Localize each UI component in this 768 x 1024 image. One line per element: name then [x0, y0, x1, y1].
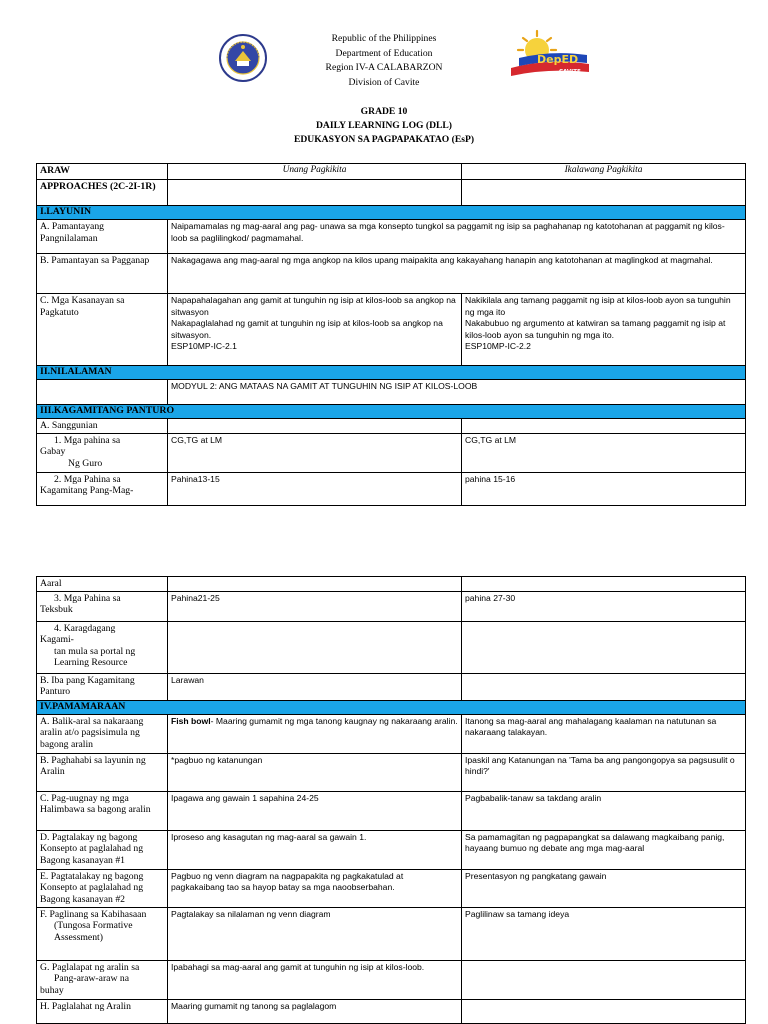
row-value-day1: Pahina13-15 [168, 472, 462, 505]
label-line: Ng Guro [68, 457, 103, 469]
row-value-day1: Pagtalakay sa nilalaman ng venn diagram [168, 907, 462, 960]
table-cell-empty [37, 380, 168, 405]
label-line: 2. Mga Pahina sa [54, 473, 121, 485]
table-row [37, 907, 746, 960]
section-row-pamamaraan [37, 700, 746, 714]
table-row [37, 591, 746, 621]
label-line: 1. Mga pahina sa [54, 434, 121, 446]
label-line: buhay [40, 984, 64, 996]
table-row [37, 673, 746, 700]
row-value-day2: pahina 15-16 [462, 472, 746, 505]
row-value-day2 [462, 960, 746, 999]
row-value-day2: Nakikilala ang tamang paggamit ng isip at kilos-loob ayon sa tunguhin ng mga ito Nakabubuo ng argumento at katwiran sa tamang paggamit ng isip at kilos-loob ayon sa tunguhin ng mga ito. ESP10MP-IC-2.2 [462, 294, 746, 366]
section-heading: IV.PAMAMARAAN [37, 700, 746, 714]
row-value-day2: Itanong sa mag-aaral ang mahalagang kaalaman na natutunan sa nakaraang talakayan. [462, 714, 746, 753]
title-grade: GRADE 10 [360, 106, 408, 117]
row-label: C. Mga Kasanayan sa Pagkatuto [37, 294, 168, 366]
activity-name: Fish bowl [171, 715, 211, 726]
label-line: Gabay [40, 446, 66, 458]
table-row [37, 577, 746, 592]
row-value-day2: Presentasyon ng pangkatang gawain [462, 869, 746, 907]
table-row [37, 220, 746, 254]
table-cell-empty [168, 621, 462, 673]
row-value-day2: Paglilinaw sa tamang ideya [462, 907, 746, 960]
table-cell-empty [168, 419, 462, 434]
section-row-nilalaman [37, 366, 746, 380]
row-value: MODYUL 2: ANG MATAAS NA GAMIT AT TUNGUHIN NG ISIP AT KILOS-LOOB [168, 380, 746, 405]
row-label: A. Sanggunian [37, 419, 168, 434]
row-value-day1: Ipabahagi sa mag-aaral ang gamit at tunguhin ng isip at kilos-loob. [168, 960, 462, 999]
row-value: Nakagagawa ang mag-aaral ng mga angkop na kilos upang maipakita ang kakayahang hanapin ang katotohanan at maglingkod at magmahal. [168, 254, 746, 294]
table-row [37, 621, 746, 673]
table-row [37, 294, 746, 366]
row-label: C. Pag-uugnay ng mga Halimbawa sa bagong aralin [37, 791, 168, 830]
agency-line-region: Region IV-A CALABARZON [325, 62, 443, 74]
table-row [37, 380, 746, 405]
table-row [37, 791, 746, 830]
label-line: Pang-araw-araw na [54, 973, 130, 985]
row-value-day1 [168, 714, 462, 753]
agency-line-division: Division of Cavite [348, 76, 420, 88]
row-value-day2 [462, 999, 746, 1023]
araw-label: ARAW [37, 164, 168, 180]
section-heading: I.LAYUNIN [37, 206, 746, 220]
title-dll: DAILY LEARNING LOG (DLL) [315, 120, 453, 131]
table-row [37, 254, 746, 294]
label-line: Kagamitang Pang-Mag- [40, 485, 134, 497]
row-label [37, 591, 168, 621]
logo-deped-text: DepED [537, 53, 579, 66]
table-row [37, 714, 746, 753]
row-label: D. Pagtalakay ng bagong Konsepto at paglalahad ng Bagong kasanayan #1 [37, 830, 168, 869]
label-line: F. Paglinang sa Kabihasaan [40, 908, 147, 920]
row-label: A. Balik-aral sa nakaraang aralin at/o pagsisimula ng bagong aralin [37, 714, 168, 753]
table-cell-empty [462, 673, 746, 700]
row-value-day2: Sa pamamagitan ng pagpapangkat sa dalawang magkaibang panig, hayaang bumuo ng debate ang mga mag-aaral [462, 830, 746, 869]
col-header-day1: Unang Pagkikita [168, 164, 462, 180]
label-line: Learning Resource [54, 657, 128, 669]
row-value-day1: Iproseso ang kasagutan ng mag-aaral sa gawain 1. [168, 830, 462, 869]
agency-block [284, 32, 484, 90]
label-line: tan mula sa portal ng [54, 645, 136, 657]
table-cell-empty [462, 621, 746, 673]
row-label: B. Pamantayan sa Pagganap [37, 254, 168, 294]
table-row [37, 433, 746, 472]
document-header [0, 0, 768, 160]
document-titles [234, 105, 534, 147]
activity-text: - Maaring gumamit ng mga tanong kaugnay ng nakaraang aralin. [210, 715, 458, 726]
section-heading: II.NILALAMAN [37, 366, 746, 380]
row-label: A. Pamantayang Pangnilalaman [37, 220, 168, 254]
row-label [37, 472, 168, 505]
agency-line-republic: Republic of the Philippines [331, 33, 437, 44]
label-line: 4. Karagdagang [54, 622, 116, 634]
label-line: 3. Mga Pahina sa [54, 592, 121, 604]
row-value-day2: CG,TG at LM [462, 433, 746, 472]
table-row [37, 419, 746, 434]
row-value-day1: Larawan [168, 673, 462, 700]
table-cell-empty [462, 577, 746, 592]
deped-seal-icon [219, 34, 267, 82]
table-cell-empty [168, 180, 462, 206]
table-row [37, 753, 746, 791]
row-value-day1: Maaring gumamit ng tanong sa paglalagom [168, 999, 462, 1023]
table-row [37, 472, 746, 505]
section-heading: III.KAGAMITANG PANTURO [37, 405, 746, 419]
table-cell-empty [462, 180, 746, 206]
table-row [37, 164, 746, 180]
dll-table-page1 [36, 163, 746, 506]
row-label: Aaral [37, 577, 168, 592]
deped-cavite-logo-icon [507, 28, 593, 78]
table-cell-empty [462, 419, 746, 434]
row-label: B. Paghahabi sa layunin ng Aralin [37, 753, 168, 791]
label-line: G. Paglalapat ng aralin sa [40, 961, 140, 973]
row-value-day2: Pagbabalik-tanaw sa takdang aralin [462, 791, 746, 830]
dll-table-page2 [36, 576, 746, 1024]
table-row [37, 999, 746, 1023]
row-label: H. Paglalahat ng Aralin [37, 999, 168, 1023]
table-cell-empty [168, 577, 462, 592]
row-label [37, 907, 168, 960]
row-value-day1: CG,TG at LM [168, 433, 462, 472]
row-value-day1: Napapahalagahan ang gamit at tunguhin ng isip at kilos-loob sa angkop na sitwasyon Nakapaglalahad ng gamit at tunguhin ng isip at kilos-loob sa angkop na sitwasyon. ESP10MP-IC-2.1 [168, 294, 462, 366]
row-value-day2: Ipaskil ang Katanungan na 'Tama ba ang pangongopya sa pagsusulit o hindi?' [462, 753, 746, 791]
col-header-day2: Ikalawang Pagkikita [462, 164, 746, 180]
row-value-day1: *pagbuo ng katanungan [168, 753, 462, 791]
section-row-layunin [37, 206, 746, 220]
table-row [37, 830, 746, 869]
row-value-day2: pahina 27-30 [462, 591, 746, 621]
row-value-day1: Pagbuo ng venn diagram na nagpapakita ng pagkakatulad at pagkakaibang tao sa hayop batay sa mga naoobserbahan. [168, 869, 462, 907]
label-line: (Tungosa Formative Assessment) [54, 920, 133, 943]
label-line: Kagami- [40, 634, 74, 646]
table-row [37, 869, 746, 907]
label-line: Teksbuk [40, 604, 73, 616]
row-value-day1: Ipagawa ang gawain 1 sapahina 24-25 [168, 791, 462, 830]
agency-line-department: Department of Education [335, 47, 433, 59]
row-value-day1: Pahina21-25 [168, 591, 462, 621]
row-label [37, 433, 168, 472]
row-value: Naipamamalas ng mag-aaral ang pag- unawa sa mga konsepto tungkol sa paggamit ng isip sa paghahanap ng katotohanan at paggamit ng kilos- loob sa paglilingkod/ pagmamahal. [168, 220, 746, 254]
table-row [37, 960, 746, 999]
row-label: B. Iba pang Kagamitang Panturo [37, 673, 168, 700]
row-label [37, 621, 168, 673]
approaches-label: APPROACHES (2C-2I-1R) [37, 180, 168, 206]
logo-cavite-text: CAVITE [559, 69, 581, 75]
title-subject: EDUKASYON SA PAGPAPAKATAO (EsP) [293, 134, 475, 145]
row-label [37, 960, 168, 999]
row-label: E. Pagtatalakay ng bagong Konsepto at paglalahad ng Bagong kasanayan #2 [37, 869, 168, 907]
section-row-kagamitan [37, 405, 746, 419]
table-row [37, 180, 746, 206]
